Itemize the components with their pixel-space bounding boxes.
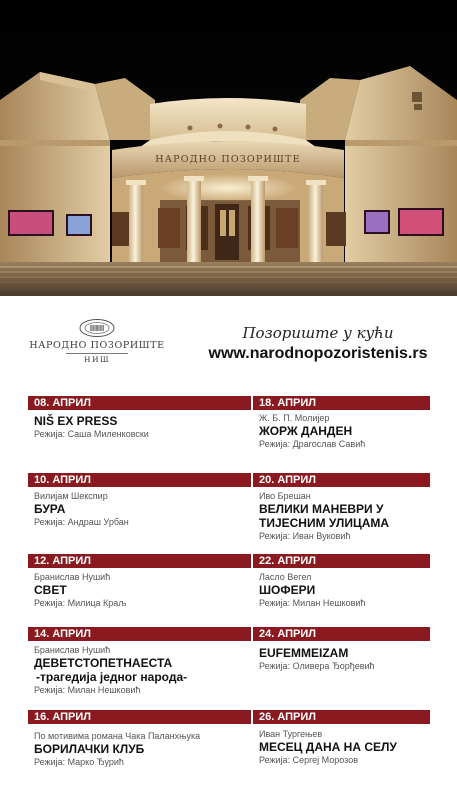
- play-title: БУРА: [34, 502, 66, 516]
- play-title: ДЕВЕТСТОПЕТНАЕСТА: [34, 656, 173, 670]
- theatre-building-photo: [0, 0, 457, 296]
- date-label: 12. АПРИЛ: [34, 555, 92, 567]
- play-title: МЕСЕЦ ДАНА НА СЕЛУ: [259, 740, 397, 754]
- director: Режија: Драгослав Савић: [259, 439, 366, 449]
- theatre-emblem-icon: [77, 318, 117, 338]
- play-author: Бранислав Нушић: [34, 572, 111, 582]
- website-link[interactable]: www.narodnopozoristenis.rs: [208, 345, 428, 362]
- play-title: ШОФЕРИ: [259, 583, 316, 597]
- theatre-logo: [22, 318, 172, 368]
- play-author: Иван Тургењев: [259, 729, 323, 739]
- performance-entry: [259, 412, 457, 450]
- performance-entry: [259, 571, 457, 609]
- play-author: Ласло Вегел: [259, 572, 312, 582]
- date-label: 18. АПРИЛ: [259, 397, 317, 409]
- play-title: СВЕТ: [34, 583, 67, 597]
- performance-entry: [259, 728, 457, 766]
- play-subtitle: -трагедија једног народа-: [36, 670, 188, 684]
- director: Режија: Милица Краљ: [34, 598, 127, 608]
- play-title: ЖОРЖ ДАНДЕН: [259, 424, 353, 438]
- date-bar: [28, 396, 430, 410]
- director: Режија: Андраш Урбан: [34, 517, 129, 527]
- date-label: 22. АПРИЛ: [259, 555, 317, 567]
- play-author: Ж. Б. П. Молијер: [259, 413, 330, 423]
- date-bar: [28, 473, 430, 487]
- performance-entry: [259, 490, 457, 542]
- director: Режија: Милан Нешковић: [259, 598, 366, 608]
- date-bar: [28, 627, 430, 641]
- date-label: 26. АПРИЛ: [259, 711, 317, 723]
- performance-entry: [259, 646, 457, 672]
- play-title: NIŠ EX PRESS: [34, 414, 118, 428]
- play-title: БОРИЛАЧКИ КЛУБ: [34, 742, 145, 756]
- director: Режија: Сергеј Морозов: [259, 755, 358, 765]
- date-label: 24. АПРИЛ: [259, 628, 317, 640]
- performance-entry: [34, 644, 234, 696]
- date-bar: [28, 710, 430, 724]
- play-author: Иво Брешан: [259, 491, 311, 501]
- date-label: 14. АПРИЛ: [34, 628, 92, 640]
- play-author: Бранислав Нушић: [34, 645, 111, 655]
- director: Режија: Милан Нешковић: [34, 685, 141, 695]
- play-author: Вилијам Шекспир: [34, 491, 108, 501]
- date-label: 16. АПРИЛ: [34, 711, 92, 723]
- building-sign: НАРОДНО ПОЗОРИШТЕ: [155, 154, 301, 165]
- date-label: 20. АПРИЛ: [259, 474, 317, 486]
- performance-entry: [34, 571, 234, 609]
- play-title: ВЕЛИКИ МАНЕВРИ У: [259, 502, 384, 516]
- date-label: 08. АПРИЛ: [34, 397, 92, 409]
- performance-entry: [34, 414, 234, 440]
- play-title: EUFEMMEIZAM: [259, 646, 349, 660]
- director: Режија: Оливера Ђорђевић: [259, 661, 375, 671]
- play-title: ТИЈЕСНИМ УЛИЦАМА: [259, 516, 390, 530]
- tagline: Позориште у кући: [242, 324, 394, 342]
- date-label: 10. АПРИЛ: [34, 474, 92, 486]
- logo-name: НАРОДНО ПОЗОРИШТЕ: [29, 340, 165, 351]
- performance-entry: [34, 490, 234, 528]
- director: Режија: Иван Вуковић: [259, 531, 351, 541]
- date-bar: [28, 554, 430, 568]
- performance-entry: [34, 730, 234, 768]
- director: Режија: Саша Миленковски: [34, 429, 149, 439]
- director: Режија: Марко Ђурић: [34, 757, 124, 767]
- logo-city: НИШ: [66, 353, 128, 364]
- play-author: По мотивима романа Чака Паланхњука: [34, 731, 201, 741]
